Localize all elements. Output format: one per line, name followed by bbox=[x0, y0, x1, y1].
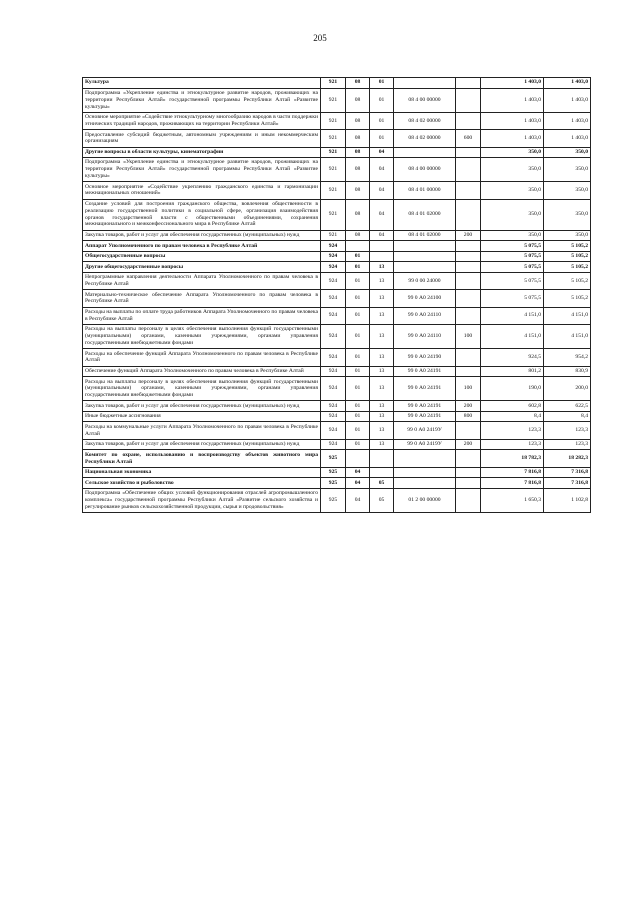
target-article-code: 99 0 00 24000 bbox=[394, 272, 456, 289]
amount-year-2: 1 403,0 bbox=[544, 112, 591, 129]
amount-year-1: 602,8 bbox=[481, 401, 544, 412]
subsection-code: 13 bbox=[370, 272, 394, 289]
subsection-code: 05 bbox=[370, 478, 394, 489]
section-code: 01 bbox=[346, 377, 370, 401]
amount-year-2: 350,0 bbox=[544, 230, 591, 241]
amount-year-1: 350,0 bbox=[481, 182, 544, 199]
amount-year-1: 123,3 bbox=[481, 422, 544, 439]
budget-table bbox=[82, 77, 591, 513]
ministry-code: 924 bbox=[321, 411, 346, 422]
amount-year-2: 350,0 bbox=[544, 182, 591, 199]
ministry-code: 924 bbox=[321, 377, 346, 401]
row-name: Сельское хозяйство и рыболовство bbox=[83, 478, 321, 489]
ministry-code: 924 bbox=[321, 262, 346, 273]
subsection-code: 01 bbox=[370, 78, 394, 89]
amount-year-2: 4 151,0 bbox=[544, 307, 591, 324]
target-article-code: 99 0 А0 24191 bbox=[394, 411, 456, 422]
subsection-code: 04 bbox=[370, 158, 394, 182]
amount-year-2: 5 105,2 bbox=[544, 262, 591, 273]
expense-type-code bbox=[456, 158, 481, 182]
amount-year-1: 5 075,5 bbox=[481, 241, 544, 252]
section-code: 08 bbox=[346, 88, 370, 112]
amount-year-1: 5 075,5 bbox=[481, 272, 544, 289]
section-code: 08 bbox=[346, 78, 370, 89]
table-row bbox=[83, 88, 591, 112]
table-row bbox=[83, 366, 591, 377]
target-article-code: 99 0 А0 24110 bbox=[394, 325, 456, 349]
target-article-code: 99 0 А0 24110 bbox=[394, 307, 456, 324]
expense-type-code bbox=[456, 182, 481, 199]
section-code: 04 bbox=[346, 467, 370, 478]
subsection-code: 13 bbox=[370, 439, 394, 450]
section-code: 08 bbox=[346, 112, 370, 129]
row-name: Материально-техническое обеспечение Аппарата Уполномоченного по правам человека в Республике Алтай bbox=[83, 290, 321, 307]
row-name: Общегосударственные вопросы bbox=[83, 251, 321, 262]
target-article-code bbox=[394, 262, 456, 273]
amount-year-1: 924,5 bbox=[481, 349, 544, 366]
subsection-code: 13 bbox=[370, 377, 394, 401]
amount-year-2: 4 151,0 bbox=[544, 325, 591, 349]
row-name: Другие общегосударственные вопросы bbox=[83, 262, 321, 273]
expense-type-code bbox=[456, 251, 481, 262]
subsection-code: 13 bbox=[370, 422, 394, 439]
table-row bbox=[83, 230, 591, 241]
table-row bbox=[83, 439, 591, 450]
target-article-code: 08 4 00 00000 bbox=[394, 158, 456, 182]
target-article-code bbox=[394, 450, 456, 467]
row-name: Основное мероприятие «Содействие этнокультурному многообразию народов в части поддержки этнических традиций народов, проживающих на территории Республики Алтай» bbox=[83, 112, 321, 129]
amount-year-1: 1 403,0 bbox=[481, 88, 544, 112]
section-code: 01 bbox=[346, 349, 370, 366]
table-row bbox=[83, 411, 591, 422]
target-article-code: 99 0 А0 2419У bbox=[394, 422, 456, 439]
amount-year-2: 8,4 bbox=[544, 411, 591, 422]
amount-year-1: 1 403,0 bbox=[481, 78, 544, 89]
subsection-code: 05 bbox=[370, 488, 394, 512]
table-row bbox=[83, 290, 591, 307]
amount-year-2: 5 105,2 bbox=[544, 241, 591, 252]
target-article-code: 99 0 А0 24100 bbox=[394, 290, 456, 307]
target-article-code bbox=[394, 147, 456, 158]
section-code bbox=[346, 241, 370, 252]
table-row bbox=[83, 251, 591, 262]
table-row bbox=[83, 241, 591, 252]
ministry-code: 921 bbox=[321, 182, 346, 199]
expense-type-code bbox=[456, 147, 481, 158]
amount-year-1: 190,0 bbox=[481, 377, 544, 401]
section-code: 08 bbox=[346, 199, 370, 230]
amount-year-1: 1 403,0 bbox=[481, 130, 544, 147]
ministry-code: 921 bbox=[321, 78, 346, 89]
target-article-code: 08 4 00 00000 bbox=[394, 88, 456, 112]
target-article-code: 01 2 00 00000 bbox=[394, 488, 456, 512]
section-code: 08 bbox=[346, 182, 370, 199]
target-article-code bbox=[394, 78, 456, 89]
table-row bbox=[83, 147, 591, 158]
ministry-code: 921 bbox=[321, 147, 346, 158]
ministry-code: 921 bbox=[321, 130, 346, 147]
amount-year-1: 1 650,3 bbox=[481, 488, 544, 512]
section-code: 01 bbox=[346, 262, 370, 273]
subsection-code: 04 bbox=[370, 199, 394, 230]
ministry-code: 924 bbox=[321, 241, 346, 252]
row-name: Закупка товаров, работ и услуг для обеспечения государственных (муниципальных) нужд bbox=[83, 439, 321, 450]
section-code: 04 bbox=[346, 488, 370, 512]
subsection-code: 13 bbox=[370, 325, 394, 349]
section-code: 08 bbox=[346, 158, 370, 182]
ministry-code: 925 bbox=[321, 467, 346, 478]
table-row bbox=[83, 112, 591, 129]
table-row bbox=[83, 158, 591, 182]
amount-year-2: 1 403,0 bbox=[544, 130, 591, 147]
ministry-code: 924 bbox=[321, 401, 346, 412]
row-name: Расходы на выплаты по оплате труда работников Аппарата Уполномоченного по правам человека в Республике Алтай bbox=[83, 307, 321, 324]
row-name: Основное мероприятие «Содействие укреплению гражданского единства и гармонизации межнациональных отношений» bbox=[83, 182, 321, 199]
expense-type-code bbox=[456, 262, 481, 273]
subsection-code bbox=[370, 450, 394, 467]
table-row bbox=[83, 377, 591, 401]
expense-type-code bbox=[456, 422, 481, 439]
target-article-code: 99 0 А0 24191 bbox=[394, 401, 456, 412]
table-row bbox=[83, 422, 591, 439]
expense-type-code bbox=[456, 272, 481, 289]
amount-year-2: 1 403,0 bbox=[544, 78, 591, 89]
section-code: 01 bbox=[346, 272, 370, 289]
target-article-code: 08 4 01 02000 bbox=[394, 230, 456, 241]
table-row bbox=[83, 182, 591, 199]
row-name: Национальная экономика bbox=[83, 467, 321, 478]
amount-year-1: 1 403,0 bbox=[481, 112, 544, 129]
row-name: Закупка товаров, работ и услуг для обеспечения государственных (муниципальных) нужд bbox=[83, 401, 321, 412]
ministry-code: 924 bbox=[321, 307, 346, 324]
amount-year-1: 8,4 bbox=[481, 411, 544, 422]
row-name: Обеспечение функций Аппарата Уполномоченного по правам человека в Республике Алтай bbox=[83, 366, 321, 377]
target-article-code: 08 4 02 00000 bbox=[394, 112, 456, 129]
table-row bbox=[83, 349, 591, 366]
row-name: Расходы на выплаты персоналу в целях обеспечения выполнения функций государственными (муниципальными) органами, казенными учреждениями, органами управления государственными внебюджетными фондами bbox=[83, 325, 321, 349]
section-code: 01 bbox=[346, 422, 370, 439]
section-code: 04 bbox=[346, 478, 370, 489]
subsection-code: 04 bbox=[370, 147, 394, 158]
ministry-code: 925 bbox=[321, 450, 346, 467]
expense-type-code bbox=[456, 467, 481, 478]
row-name: Непрограммные направления деятельности Аппарата Уполномоченного по правам человека в Республике Алтай bbox=[83, 272, 321, 289]
budget-table-body bbox=[83, 78, 591, 513]
amount-year-1: 5 075,5 bbox=[481, 251, 544, 262]
row-name: Расходы на обеспечение функций Аппарата Уполномоченного по правам человека в Республике Алтай bbox=[83, 349, 321, 366]
subsection-code: 01 bbox=[370, 112, 394, 129]
amount-year-1: 4 151,0 bbox=[481, 307, 544, 324]
amount-year-2: 5 105,2 bbox=[544, 272, 591, 289]
target-article-code bbox=[394, 241, 456, 252]
amount-year-1: 5 075,5 bbox=[481, 290, 544, 307]
expense-type-code bbox=[456, 290, 481, 307]
section-code: 01 bbox=[346, 307, 370, 324]
table-row bbox=[83, 307, 591, 324]
expense-type-code bbox=[456, 307, 481, 324]
subsection-code: 13 bbox=[370, 401, 394, 412]
expense-type-code: 800 bbox=[456, 411, 481, 422]
row-name: Расходы на коммунальные услуги Аппарата Уполномоченного по правам человека в Республике Алтай bbox=[83, 422, 321, 439]
target-article-code: 99 0 А0 24191 bbox=[394, 377, 456, 401]
amount-year-1: 350,0 bbox=[481, 147, 544, 158]
ministry-code: 925 bbox=[321, 488, 346, 512]
amount-year-2: 200,0 bbox=[544, 377, 591, 401]
table-row bbox=[83, 130, 591, 147]
subsection-code bbox=[370, 251, 394, 262]
ministry-code: 921 bbox=[321, 112, 346, 129]
row-name: Аппарат Уполномоченного по правам человека в Республике Алтай bbox=[83, 241, 321, 252]
amount-year-1: 123,3 bbox=[481, 439, 544, 450]
subsection-code: 04 bbox=[370, 182, 394, 199]
ministry-code: 921 bbox=[321, 88, 346, 112]
section-code: 01 bbox=[346, 251, 370, 262]
ministry-code: 921 bbox=[321, 158, 346, 182]
table-row bbox=[83, 467, 591, 478]
expense-type-code bbox=[456, 488, 481, 512]
amount-year-1: 18 782,3 bbox=[481, 450, 544, 467]
target-article-code bbox=[394, 251, 456, 262]
row-name: Предоставление субсидий бюджетным, автономным учреждениям и иным некоммерческим организациям bbox=[83, 130, 321, 147]
expense-type-code bbox=[456, 199, 481, 230]
ministry-code: 921 bbox=[321, 230, 346, 241]
amount-year-1: 801,2 bbox=[481, 366, 544, 377]
section-code: 08 bbox=[346, 230, 370, 241]
ministry-code: 924 bbox=[321, 422, 346, 439]
table-row bbox=[83, 325, 591, 349]
row-name: Подпрограмма «Укрепление единства и этнокультурное развитие народов, проживающих на территории Республики Алтай» государственной программы Республики Алтай «Развитие культуры» bbox=[83, 158, 321, 182]
target-article-code: 08 4 02 00000 bbox=[394, 130, 456, 147]
amount-year-1: 7 816,8 bbox=[481, 467, 544, 478]
amount-year-2: 18 282,3 bbox=[544, 450, 591, 467]
subsection-code: 13 bbox=[370, 366, 394, 377]
expense-type-code: 100 bbox=[456, 325, 481, 349]
amount-year-1: 4 151,0 bbox=[481, 325, 544, 349]
row-name: Иные бюджетные ассигнования bbox=[83, 411, 321, 422]
expense-type-code bbox=[456, 349, 481, 366]
section-code: 01 bbox=[346, 290, 370, 307]
table-row bbox=[83, 401, 591, 412]
expense-type-code bbox=[456, 478, 481, 489]
ministry-code: 921 bbox=[321, 199, 346, 230]
ministry-code: 925 bbox=[321, 478, 346, 489]
subsection-code: 13 bbox=[370, 411, 394, 422]
ministry-code: 924 bbox=[321, 272, 346, 289]
row-name: Комитет по охране, использованию и воспроизводству объектов животного мира Республики Алтай bbox=[83, 450, 321, 467]
table-row bbox=[83, 272, 591, 289]
table-row bbox=[83, 478, 591, 489]
amount-year-2: 954,2 bbox=[544, 349, 591, 366]
expense-type-code: 600 bbox=[456, 130, 481, 147]
target-article-code: 99 0 А0 24190 bbox=[394, 349, 456, 366]
subsection-code bbox=[370, 467, 394, 478]
expense-type-code bbox=[456, 112, 481, 129]
amount-year-1: 350,0 bbox=[481, 158, 544, 182]
subsection-code: 13 bbox=[370, 307, 394, 324]
subsection-code: 01 bbox=[370, 88, 394, 112]
amount-year-2: 123,3 bbox=[544, 422, 591, 439]
amount-year-1: 5 075,5 bbox=[481, 262, 544, 273]
expense-type-code bbox=[456, 450, 481, 467]
amount-year-2: 5 105,2 bbox=[544, 290, 591, 307]
target-article-code: 08 4 01 00000 bbox=[394, 182, 456, 199]
table-row bbox=[83, 199, 591, 230]
ministry-code: 924 bbox=[321, 325, 346, 349]
target-article-code: 99 0 А0 24191 bbox=[394, 366, 456, 377]
expense-type-code bbox=[456, 88, 481, 112]
amount-year-2: 1 403,0 bbox=[544, 88, 591, 112]
row-name: Другие вопросы в области культуры, кинематографии bbox=[83, 147, 321, 158]
expense-type-code: 200 bbox=[456, 401, 481, 412]
target-article-code bbox=[394, 478, 456, 489]
table-row bbox=[83, 450, 591, 467]
amount-year-2: 350,0 bbox=[544, 199, 591, 230]
target-article-code bbox=[394, 467, 456, 478]
table-row bbox=[83, 488, 591, 512]
section-code: 01 bbox=[346, 325, 370, 349]
row-name: Закупка товаров, работ и услуг для обеспечения государственных (муниципальных) нужд bbox=[83, 230, 321, 241]
ministry-code: 924 bbox=[321, 349, 346, 366]
amount-year-2: 7 316,8 bbox=[544, 467, 591, 478]
table-row bbox=[83, 262, 591, 273]
subsection-code: 13 bbox=[370, 262, 394, 273]
section-code: 01 bbox=[346, 366, 370, 377]
amount-year-2: 7 316,8 bbox=[544, 478, 591, 489]
section-code bbox=[346, 450, 370, 467]
ministry-code: 924 bbox=[321, 439, 346, 450]
expense-type-code: 200 bbox=[456, 230, 481, 241]
section-code: 08 bbox=[346, 130, 370, 147]
target-article-code: 99 0 А0 2419У bbox=[394, 439, 456, 450]
expense-type-code bbox=[456, 241, 481, 252]
row-name: Создание условий для построения гражданского общества, вовлечения общественности в реализацию государственной политики в социальной сфере, организация взаимодействия органов государственной власти с общественными объединениями, сохранения межнационального и межконфессионального мира в Республике Алтай bbox=[83, 199, 321, 230]
subsection-code bbox=[370, 241, 394, 252]
row-name: Подпрограмма «Укрепление единства и этнокультурное развитие народов, проживающих на территории Республики Алтай» государственной программы Республики Алтай «Развитие культуры» bbox=[83, 88, 321, 112]
table-row bbox=[83, 78, 591, 89]
ministry-code: 924 bbox=[321, 290, 346, 307]
amount-year-2: 350,0 bbox=[544, 147, 591, 158]
amount-year-2: 350,0 bbox=[544, 158, 591, 182]
amount-year-1: 350,0 bbox=[481, 199, 544, 230]
row-name: Культура bbox=[83, 78, 321, 89]
expense-type-code bbox=[456, 78, 481, 89]
page-number: 205 bbox=[313, 33, 327, 43]
section-code: 08 bbox=[346, 147, 370, 158]
amount-year-2: 123,3 bbox=[544, 439, 591, 450]
amount-year-2: 830,9 bbox=[544, 366, 591, 377]
section-code: 01 bbox=[346, 439, 370, 450]
target-article-code: 08 4 01 02000 bbox=[394, 199, 456, 230]
subsection-code: 04 bbox=[370, 230, 394, 241]
section-code: 01 bbox=[346, 401, 370, 412]
amount-year-2: 5 105,2 bbox=[544, 251, 591, 262]
row-name: Расходы на выплаты персоналу в целях обеспечения выполнения функций государственными (муниципальными) органами, казенными учреждениями, органами управления государственными внебюджетными фондами bbox=[83, 377, 321, 401]
amount-year-2: 1 102,8 bbox=[544, 488, 591, 512]
subsection-code: 13 bbox=[370, 349, 394, 366]
row-name: Подпрограмма «Обеспечение общих условий функционирования отраслей агропромышленного комплекса» государственной программы Республики Алтай «Развитие сельского хозяйства и регулирование рынков сельскохозяйственной продукции, сырья и продовольствия» bbox=[83, 488, 321, 512]
amount-year-1: 350,0 bbox=[481, 230, 544, 241]
subsection-code: 13 bbox=[370, 290, 394, 307]
subsection-code: 01 bbox=[370, 130, 394, 147]
ministry-code: 924 bbox=[321, 366, 346, 377]
amount-year-2: 622,5 bbox=[544, 401, 591, 412]
expense-type-code: 200 bbox=[456, 439, 481, 450]
expense-type-code: 100 bbox=[456, 377, 481, 401]
ministry-code: 924 bbox=[321, 251, 346, 262]
section-code: 01 bbox=[346, 411, 370, 422]
amount-year-1: 7 816,8 bbox=[481, 478, 544, 489]
expense-type-code bbox=[456, 366, 481, 377]
